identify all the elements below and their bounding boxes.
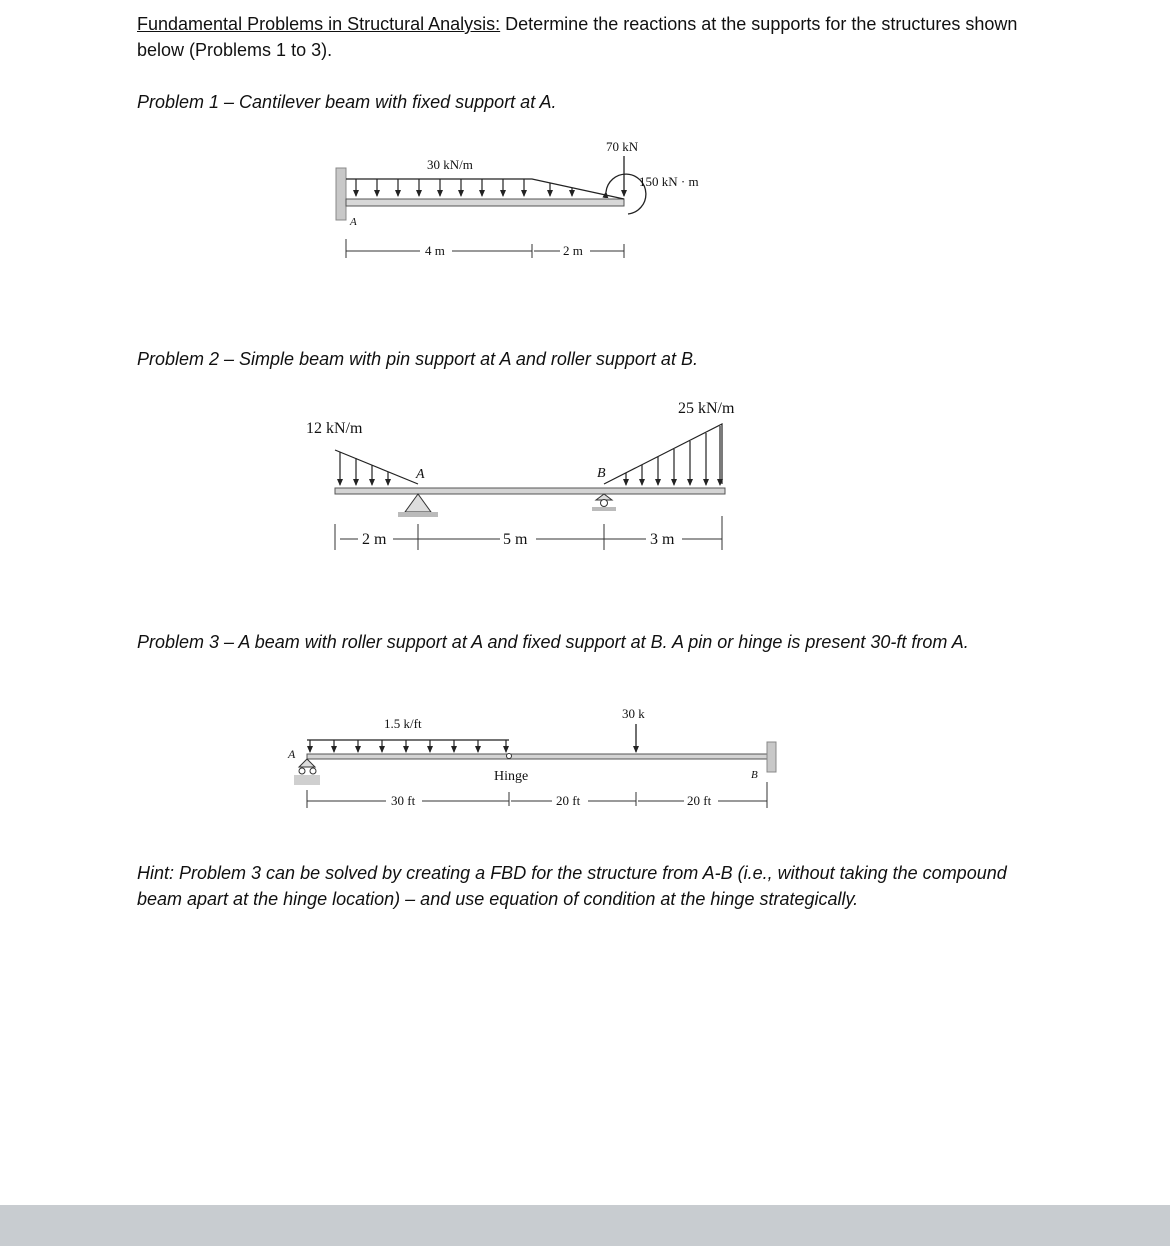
support-label-a: A [416,467,425,482]
right-load-outline [604,424,722,484]
beam [346,199,624,206]
dim-label-2: 2 m [563,243,583,258]
beam [335,488,725,494]
point-load-label: 30 k [622,706,645,721]
support-label-a: A [288,747,296,761]
ground-a [294,775,320,785]
bottom-bar [0,1205,1170,1246]
support-label-b: B [751,769,758,781]
dim-label-1: 30 ft [391,793,416,808]
ground-a [398,512,438,517]
load-arrows [310,740,506,752]
beam [307,754,767,759]
dim-label-2: 5 m [503,531,528,548]
hinge-icon [507,754,512,759]
point-load-label: 70 kN [606,139,639,154]
load-right-label: 25 kN/m [678,400,735,417]
roller-support-a [299,759,315,767]
problem3-title: Problem 3 – A beam with roller support at A and fixed support at B. A pin or hinge is present 30-ft from A. [137,632,969,652]
load-arrows [356,179,572,196]
right-load-arrows [626,426,720,485]
problem1-figure [0,130,1170,270]
problem2-title: Problem 2 – Simple beam with pin support at A and roller support at B. [137,349,698,369]
load-outline [346,179,624,199]
load-left-label: 12 kN/m [306,420,363,437]
problem1-title: Problem 1 – Cantilever beam with fixed support at A. [137,92,557,112]
intro-text: Determine the reactions at the supports for the structures shown below (Problems 1 to 3). [137,14,1018,60]
dim-label-3: 3 m [650,531,675,548]
roller-a-right [310,768,316,774]
fixed-wall-b [767,742,776,772]
dim-label-2: 20 ft [556,793,581,808]
intro-paragraph [137,11,1037,63]
hint-paragraph: Hint: Problem 3 can be solved by creating a FBD for the structure from A-B (i.e., without taking the compound beam apart at the hinge location) – and use equation of condition at the hinge strategically. [137,863,1007,909]
hinge-label: Hinge [494,769,529,784]
ground-b [592,507,616,511]
roller-b [601,500,608,507]
roller-a-left [299,768,305,774]
pin-support-a [405,494,431,512]
problem2-figure [0,395,1170,565]
dim-label-3: 20 ft [687,793,712,808]
dim-label-1: 2 m [362,531,387,548]
moment-label: 150 kN · m [639,174,699,189]
left-load-outline [335,450,418,484]
problem3-figure [0,700,1170,815]
support-label-b: B [597,466,606,481]
dim-label-1: 4 m [425,243,445,258]
fixed-wall-a [336,168,346,220]
intro-heading: Fundamental Problems in Structural Analysis: [137,14,501,34]
load-dist-label: 30 kN/m [427,157,473,172]
support-label-a: A [350,216,357,228]
load-dist-label: 1.5 k/ft [384,716,422,731]
